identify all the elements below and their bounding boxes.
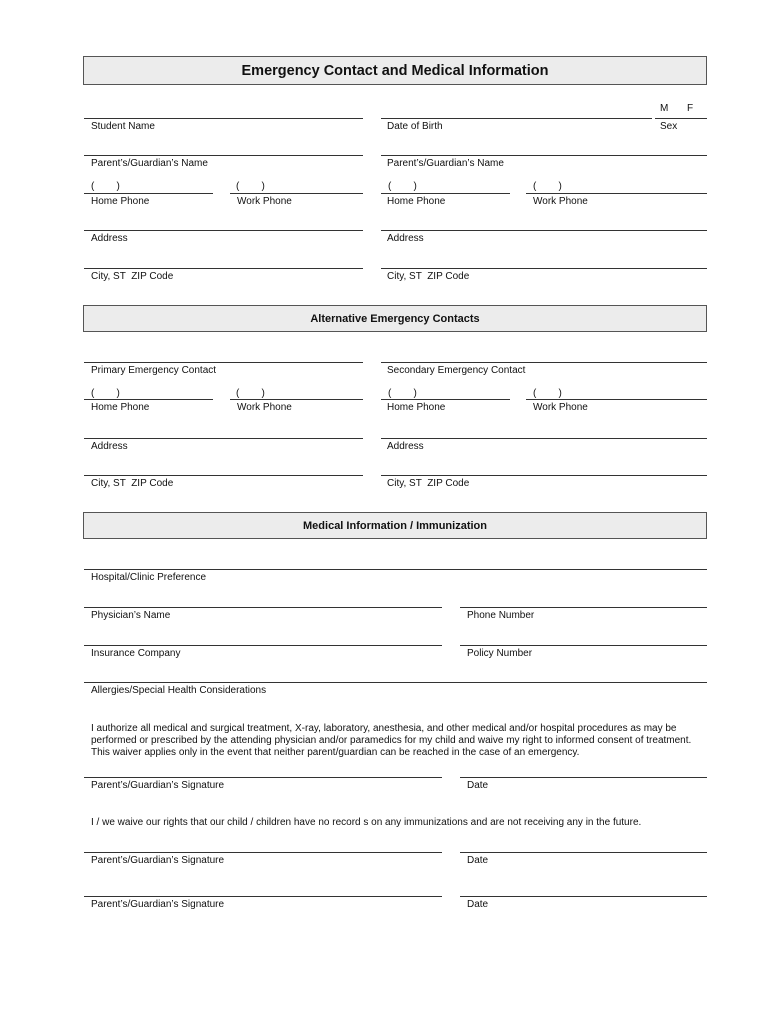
secondary-contact-field[interactable] xyxy=(381,362,707,363)
c2-home-phone-parens: ( ) xyxy=(388,388,417,399)
c1-work-phone-label: Work Phone xyxy=(237,402,292,413)
g2-city-label: City, ST ZIP Code xyxy=(387,271,470,282)
c1-home-phone-label: Home Phone xyxy=(91,402,150,413)
c2-home-phone-label: Home Phone xyxy=(387,402,446,413)
g2-home-phone-field[interactable] xyxy=(381,193,510,194)
physician-label: Physician’s Name xyxy=(91,610,171,621)
g2-city-field[interactable] xyxy=(381,268,707,269)
c1-work-phone-field[interactable] xyxy=(230,399,363,400)
sex-field[interactable] xyxy=(655,118,707,119)
c1-city-label: City, ST ZIP Code xyxy=(91,478,174,489)
student-name-label: Student Name xyxy=(91,121,155,132)
signature-field-2[interactable] xyxy=(84,852,442,853)
form-title: Emergency Contact and Medical Information xyxy=(83,56,707,85)
signature-label-1: Parent’s/Guardian’s Signature xyxy=(91,780,225,791)
g2-work-phone-parens: ( ) xyxy=(533,181,562,192)
dob-field[interactable] xyxy=(381,118,652,119)
student-name-field[interactable] xyxy=(84,118,363,119)
g1-work-phone-label: Work Phone xyxy=(237,196,292,207)
insurance-field[interactable] xyxy=(84,645,442,646)
c1-address-label: Address xyxy=(91,441,128,452)
insurance-label: Insurance Company xyxy=(91,648,181,659)
hospital-field[interactable] xyxy=(84,569,707,570)
hospital-label: Hospital/Clinic Preference xyxy=(91,572,207,583)
g2-home-phone-label: Home Phone xyxy=(387,196,446,207)
g1-home-phone-parens: ( ) xyxy=(91,181,120,192)
c2-work-phone-parens: ( ) xyxy=(533,388,562,399)
g2-address-label: Address xyxy=(387,233,424,244)
c2-city-field[interactable] xyxy=(381,475,707,476)
g2-home-phone-parens: ( ) xyxy=(388,181,417,192)
signature-label-3: Parent’s/Guardian’s Signature xyxy=(91,899,225,910)
g2-work-phone-label: Work Phone xyxy=(533,196,588,207)
c1-home-phone-field[interactable] xyxy=(84,399,213,400)
physician-phone-field[interactable] xyxy=(460,607,707,608)
secondary-contact-label: Secondary Emergency Contact xyxy=(387,365,526,376)
g1-city-label: City, ST ZIP Code xyxy=(91,271,174,282)
primary-contact-field[interactable] xyxy=(84,362,363,363)
g2-work-phone-field[interactable] xyxy=(526,193,707,194)
sex-option-f[interactable]: F xyxy=(687,103,694,114)
c2-address-label: Address xyxy=(387,441,424,452)
guardian1-name-label: Parent’s/Guardian’s Name xyxy=(91,158,208,169)
section-header-medical: Medical Information / Immunization xyxy=(83,512,707,539)
g1-home-phone-label: Home Phone xyxy=(91,196,150,207)
date-label-1: Date xyxy=(467,780,489,791)
physician-phone-label: Phone Number xyxy=(467,610,535,621)
primary-contact-label: Primary Emergency Contact xyxy=(91,365,217,376)
sex-label: Sex xyxy=(660,121,678,132)
signature-field-1[interactable] xyxy=(84,777,442,778)
date-label-3: Date xyxy=(467,899,489,910)
g1-address-label: Address xyxy=(91,233,128,244)
section-header-alternative-contacts: Alternative Emergency Contacts xyxy=(83,305,707,332)
g1-work-phone-parens: ( ) xyxy=(236,181,265,192)
dob-label: Date of Birth xyxy=(387,121,443,132)
physician-field[interactable] xyxy=(84,607,442,608)
policy-label: Policy Number xyxy=(467,648,533,659)
c1-work-phone-parens: ( ) xyxy=(236,388,265,399)
g2-address-field[interactable] xyxy=(381,230,707,231)
g1-home-phone-field[interactable] xyxy=(84,193,213,194)
waiver-text: I / we waive our rights that our child / children have no record s on any immunizations and are not receiving any in the future. xyxy=(91,817,642,828)
policy-field[interactable] xyxy=(460,645,707,646)
c1-city-field[interactable] xyxy=(84,475,363,476)
g1-work-phone-field[interactable] xyxy=(230,193,363,194)
c2-city-label: City, ST ZIP Code xyxy=(387,478,470,489)
c2-work-phone-label: Work Phone xyxy=(533,402,588,413)
c2-address-field[interactable] xyxy=(381,438,707,439)
allergies-label: Allergies/Special Health Considerations xyxy=(91,685,267,696)
signature-field-3[interactable] xyxy=(84,896,442,897)
c2-home-phone-field[interactable] xyxy=(381,399,510,400)
g1-address-field[interactable] xyxy=(84,230,363,231)
date-label-2: Date xyxy=(467,855,489,866)
c1-address-field[interactable] xyxy=(84,438,363,439)
allergies-field[interactable] xyxy=(84,682,707,683)
guardian2-name-label: Parent’s/Guardian’s Name xyxy=(387,158,504,169)
g1-city-field[interactable] xyxy=(84,268,363,269)
date-field-3[interactable] xyxy=(460,896,707,897)
signature-label-2: Parent’s/Guardian’s Signature xyxy=(91,855,225,866)
c2-work-phone-field[interactable] xyxy=(526,399,707,400)
sex-option-m[interactable]: M xyxy=(660,103,669,114)
date-field-2[interactable] xyxy=(460,852,707,853)
date-field-1[interactable] xyxy=(460,777,707,778)
c1-home-phone-parens: ( ) xyxy=(91,388,120,399)
authorization-text: I authorize all medical and surgical treatment, X-ray, laboratory, anesthesia, and other medical and/or hospital procedures as may be performed or prescribed by the attending physician and/or paramedics for my child and waive my right to informed consent of treatment. This waiver applies only in the event that neither parent/guardian can be reached in the case of an emergency. xyxy=(91,723,692,758)
guardian1-name-field[interactable] xyxy=(84,155,363,156)
guardian2-name-field[interactable] xyxy=(381,155,707,156)
